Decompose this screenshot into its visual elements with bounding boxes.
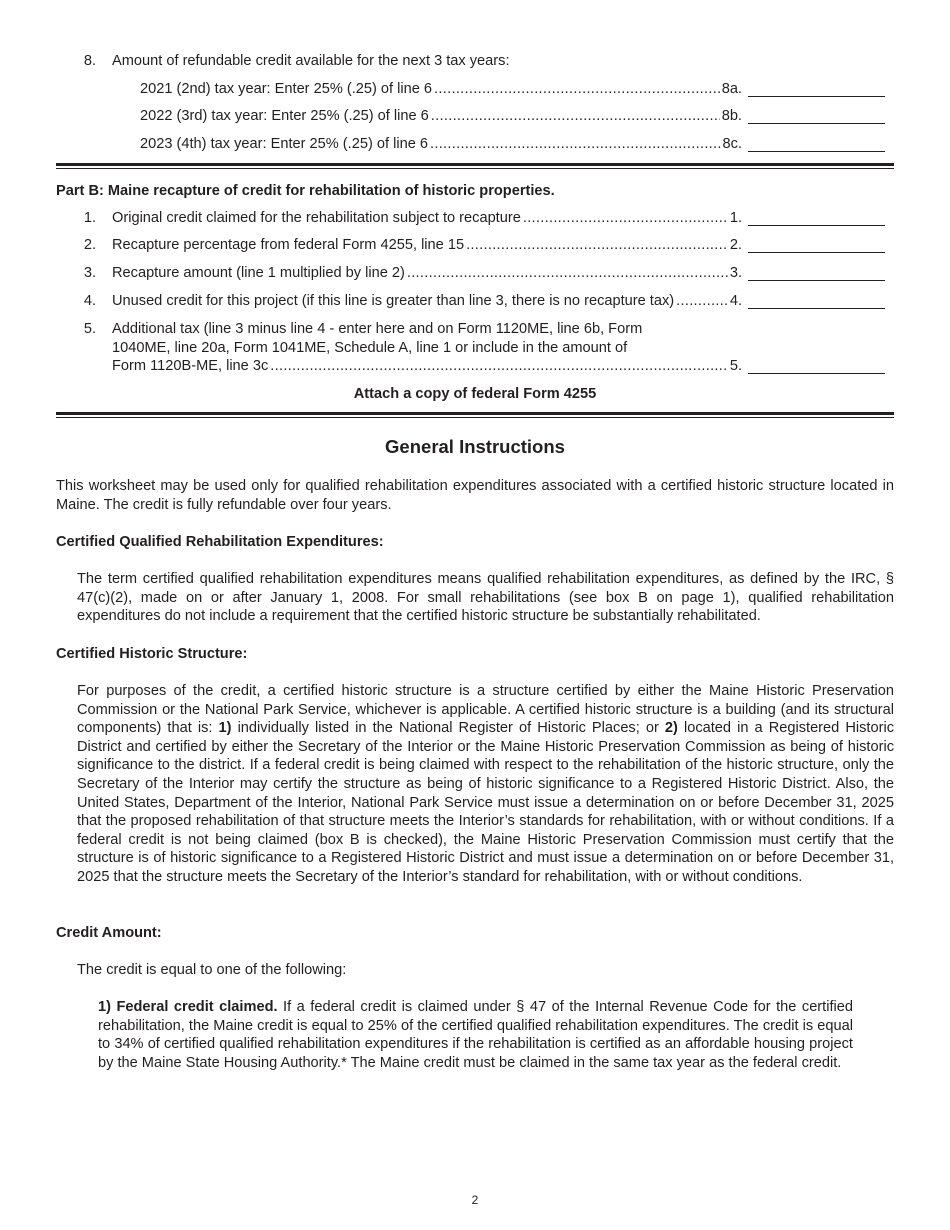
part-b-line-4-entry[interactable] bbox=[748, 293, 885, 309]
part-b-line-5-ref: 5. bbox=[729, 358, 742, 374]
part-b-line-2-entry[interactable] bbox=[748, 237, 885, 253]
part-b-line-4-number: 4. bbox=[83, 293, 96, 309]
line-8a-ref: 8a. bbox=[721, 81, 742, 97]
dot-leader bbox=[676, 292, 728, 311]
chs-text-b: individually listed in the National Register of Historic Places; or bbox=[231, 720, 665, 737]
general-instructions-title: General Instructions bbox=[385, 436, 565, 457]
page-number: 2 bbox=[471, 1193, 479, 1207]
intro-paragraph: This worksheet may be used only for qualified rehabilitation expenditures associated with a certified historic structure located in Maine. The credit is fully refundable over four years. bbox=[56, 478, 894, 513]
chs-paragraph bbox=[77, 682, 894, 887]
section-divider-thin bbox=[56, 417, 894, 418]
part-b-line-3-label: Recapture amount (line 1 multiplied by line 2) bbox=[112, 265, 405, 281]
part-b-line-4-ref: 4. bbox=[729, 293, 742, 309]
part-b-line-1-row bbox=[112, 209, 742, 228]
credit-intro: The credit is equal to one of the following: bbox=[77, 962, 347, 978]
line-8a-entry[interactable] bbox=[748, 81, 885, 97]
part-b-line-5-row bbox=[112, 357, 742, 376]
part-b-line-1-entry[interactable] bbox=[748, 210, 885, 226]
dot-leader bbox=[430, 135, 721, 154]
part-b-line-4-label: Unused credit for this project (if this line is greater than line 3, there is no recapture tax) bbox=[112, 293, 675, 309]
line-8a-row bbox=[140, 80, 742, 99]
line-8-label: Amount of refundable credit available for the next 3 tax years: bbox=[112, 53, 510, 69]
federal-credit-text: If a federal credit is claimed under § 47 of the Internal Revenue Code for the certified rehabilitation, the Maine credit is equal to 25% of the certified qualified rehabilitation expenditures. The credit is equal to 34% of certified qualified rehabilitation expenditures if the rehabilitation is certified as an affordable housing project by the Maine State Housing Authority.* The Maine credit must be claimed in the same tax year as the federal credit. bbox=[98, 999, 853, 1071]
line-8-number: 8. bbox=[83, 53, 96, 69]
dot-leader bbox=[466, 236, 728, 255]
part-b-line-5-text-2: 1040ME, line 20a, Form 1041ME, Schedule A, line 1 or include in the amount of bbox=[112, 340, 628, 356]
chs-text-a: For purposes of the credit, a certified historic structure is a structure certified by either the Maine Historic Preservation Commission or the National Park Service, whichever is applicable. A certified historic structure is a building (and its structural components) that is: bbox=[77, 683, 894, 737]
part-b-line-5-text-1: Additional tax (line 3 minus line 4 - enter here and on Form 1120ME, line 6b, Form bbox=[112, 321, 643, 337]
dot-leader bbox=[407, 264, 728, 283]
line-8b-row bbox=[140, 107, 742, 126]
part-b-line-3-number: 3. bbox=[83, 265, 96, 281]
part-b-line-3-ref: 3. bbox=[729, 265, 742, 281]
part-b-line-5-text-3: Form 1120B-ME, line 3c bbox=[112, 358, 269, 374]
part-b-line-2-row bbox=[112, 236, 742, 255]
part-b-line-1-number: 1. bbox=[83, 210, 96, 226]
part-b-line-5-entry[interactable] bbox=[748, 358, 885, 374]
line-8c-entry[interactable] bbox=[748, 136, 885, 152]
part-b-line-3-row bbox=[112, 264, 742, 283]
part-b-line-5-number: 5. bbox=[83, 321, 96, 337]
part-b-title: Part B: Maine recapture of credit for rehabilitation of historic properties. bbox=[56, 183, 555, 199]
line-8c-row bbox=[140, 135, 742, 154]
cqre-heading: Certified Qualified Rehabilitation Expenditures: bbox=[56, 534, 384, 550]
federal-credit-paragraph bbox=[98, 998, 853, 1072]
line-8c-ref: 8c. bbox=[722, 136, 742, 152]
chs-text-c: located in a Registered Historic District and certified by either the Secretary of the Interior or the Maine Historic Preservation Commission as being of historic significance to the district. If a federal credit is being claimed with respect to the rehabilitation of the historic structure, only the Secretary of the Interior may certify the structure as being of historic significance to a Registered Historic District. Also, the United States, Department of the Interior, National Park Service must issue a determination on or before December 31, 2025 that the proposed rehabilitation of that structure meets the Interior’s standards for rehabilitation, with or without conditions. If a federal credit is not being claimed (box B is checked), the Maine Historic Preservation Commission must certify that the structure is of historic significance to a Registered Historic District and must issue a determination on or before December 31, 2025 that the structure meets the Secretary of the Interior’s standard for rehabilitation, with or without conditions. bbox=[77, 720, 894, 885]
line-8a-label: 2021 (2nd) tax year: Enter 25% (.25) of line 6 bbox=[140, 81, 433, 97]
line-8b-label: 2022 (3rd) tax year: Enter 25% (.25) of line 6 bbox=[140, 108, 429, 124]
chs-heading: Certified Historic Structure: bbox=[56, 646, 248, 662]
attach-note: Attach a copy of federal Form 4255 bbox=[353, 386, 597, 402]
line-8b-ref: 8b. bbox=[721, 108, 742, 124]
section-divider bbox=[56, 163, 894, 166]
dot-leader bbox=[523, 209, 728, 228]
line-8c-label: 2023 (4th) tax year: Enter 25% (.25) of line 6 bbox=[140, 136, 428, 152]
section-divider bbox=[56, 412, 894, 415]
section-divider-thin bbox=[56, 168, 894, 169]
line-8b-entry[interactable] bbox=[748, 108, 885, 124]
chs-item-1-marker: 1) bbox=[218, 720, 232, 737]
dot-leader bbox=[431, 107, 720, 126]
part-b-line-2-ref: 2. bbox=[729, 237, 742, 253]
part-b-line-4-row bbox=[112, 292, 742, 311]
part-b-line-3-entry[interactable] bbox=[748, 265, 885, 281]
part-b-line-2-number: 2. bbox=[83, 237, 96, 253]
dot-leader bbox=[434, 80, 720, 99]
dot-leader bbox=[270, 357, 728, 376]
federal-credit-heading: 1) Federal credit claimed. bbox=[98, 999, 278, 1015]
part-b-line-1-ref: 1. bbox=[729, 210, 742, 226]
credit-amount-heading: Credit Amount: bbox=[56, 925, 162, 941]
chs-item-2-marker: 2) bbox=[664, 720, 678, 737]
cqre-paragraph: The term certified qualified rehabilitation expenditures means qualified rehabilitation expenditures, as defined by the IRC, § 47(c)(2), made on or after January 1, 2008. For small rehabilitations (see box B on page 1), qualified rehabilitation expenditures do not include a requirement that the certified historic structure be substantially rehabilitated. bbox=[77, 571, 894, 625]
part-b-line-1-label: Original credit claimed for the rehabilitation subject to recapture bbox=[112, 210, 521, 226]
part-b-line-2-label: Recapture percentage from federal Form 4255, line 15 bbox=[112, 237, 465, 253]
